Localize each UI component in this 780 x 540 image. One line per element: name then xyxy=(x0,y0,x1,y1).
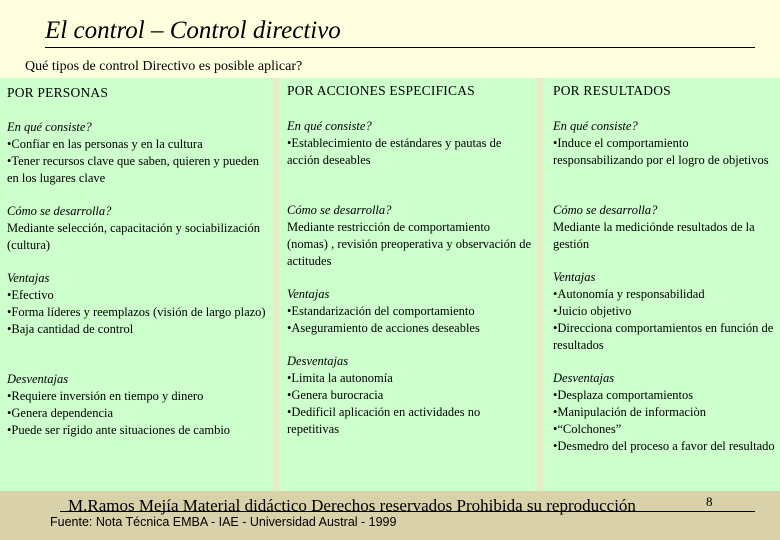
section-line: Mediante restricción de comportamiento (nomas) , revisión preoperativa y observación de actitudes xyxy=(287,220,532,268)
title-underline xyxy=(45,47,755,48)
section-heading: En qué consiste? xyxy=(287,119,372,133)
section-line: •Manipulación de informaciòn xyxy=(553,405,706,419)
section-line: •Direcciona comportamientos en función de resultados xyxy=(553,321,774,352)
section-consiste xyxy=(7,119,267,187)
section-desarrolla xyxy=(7,203,267,254)
section-heading: Cómo se desarrolla? xyxy=(553,203,658,217)
section-heading: Cómo se desarrolla? xyxy=(287,203,392,217)
section-desventajas xyxy=(553,370,775,455)
section-desarrolla xyxy=(553,202,775,253)
section-line: •Autonomía y responsabilidad xyxy=(553,287,705,301)
section-line: •Confiar en las personas y en la cultura xyxy=(7,137,203,151)
section-line: •Requiere inversión en tiempo y dinero xyxy=(7,389,204,403)
section-heading: Cómo se desarrolla? xyxy=(7,204,112,218)
section-line: •Puede ser rígido ante situaciones de cambio xyxy=(7,423,231,437)
section-line: •Efectivo xyxy=(7,288,54,302)
section-desventajas xyxy=(7,371,267,439)
section-heading: Desventajas xyxy=(553,371,615,385)
section-line: •Desmedro del proceso a favor del resultado xyxy=(553,439,775,453)
section-line: Mediante selección, capacitación y sociabilización (cultura) xyxy=(7,221,261,252)
slide-title: El control – Control directivo xyxy=(45,17,341,44)
section-heading: En qué consiste? xyxy=(553,119,638,133)
section-line: Mediante la mediciónde resultados de la gestión xyxy=(553,220,755,251)
section-heading: Ventajas xyxy=(287,287,330,301)
section-consiste xyxy=(287,118,532,169)
section-consiste xyxy=(553,118,775,169)
footer-copyright: M.Ramos Mejía Material didáctico Derechos reservados Prohibida su reproducción xyxy=(68,496,636,515)
section-line: •Aseguramiento de acciones deseables xyxy=(287,321,480,335)
section-heading: Desventajas xyxy=(7,372,69,386)
section-line: •Establecimiento de estándares y pautas de acción deseables xyxy=(287,136,502,167)
page-number: 8 xyxy=(706,494,713,509)
section-heading: Ventajas xyxy=(7,271,50,285)
section-line: •Genera burocracia xyxy=(287,388,384,402)
column-header: POR PERSONAS xyxy=(7,85,109,100)
section-heading: En qué consiste? xyxy=(7,120,92,134)
section-line: •Baja cantidad de control xyxy=(7,322,134,336)
section-line: •Tener recursos clave que saben, quieren y pueden en los lugares clave xyxy=(7,154,260,185)
section-line: •“Colchones” xyxy=(553,422,622,436)
section-line: •Forma líderes y reemplazos (visión de largo plazo) xyxy=(7,305,266,319)
section-desarrolla xyxy=(287,202,532,270)
section-desventajas xyxy=(287,353,532,438)
footer-rule xyxy=(60,511,755,512)
section-line: •Genera dependencia xyxy=(7,406,114,420)
footer-source: Fuente: Nota Técnica EMBA - IAE - Universidad Austral - 1999 xyxy=(50,515,397,529)
question-text: Qué tipos de control Directivo es posible aplicar? xyxy=(25,59,303,74)
section-heading: Desventajas xyxy=(287,354,349,368)
section-line: •Dedificil aplicación en actividades no repetitivas xyxy=(287,405,481,436)
section-ventajas xyxy=(7,270,267,338)
section-line: •Estandarización del comportamiento xyxy=(287,304,475,318)
section-line: •Desplaza comportamientos xyxy=(553,388,694,402)
section-line: •Induce el comportamiento responsabilizando por el logro de objetivos xyxy=(553,136,769,167)
section-line: •Limita la autonomía xyxy=(287,371,393,385)
column-header: POR RESULTADOS xyxy=(553,83,671,98)
column-header: POR ACCIONES ESPECIFICAS xyxy=(287,83,475,98)
section-ventajas xyxy=(287,286,532,337)
section-ventajas xyxy=(553,269,775,354)
section-heading: Ventajas xyxy=(553,270,596,284)
section-line: •Juicio objetivo xyxy=(553,304,632,318)
